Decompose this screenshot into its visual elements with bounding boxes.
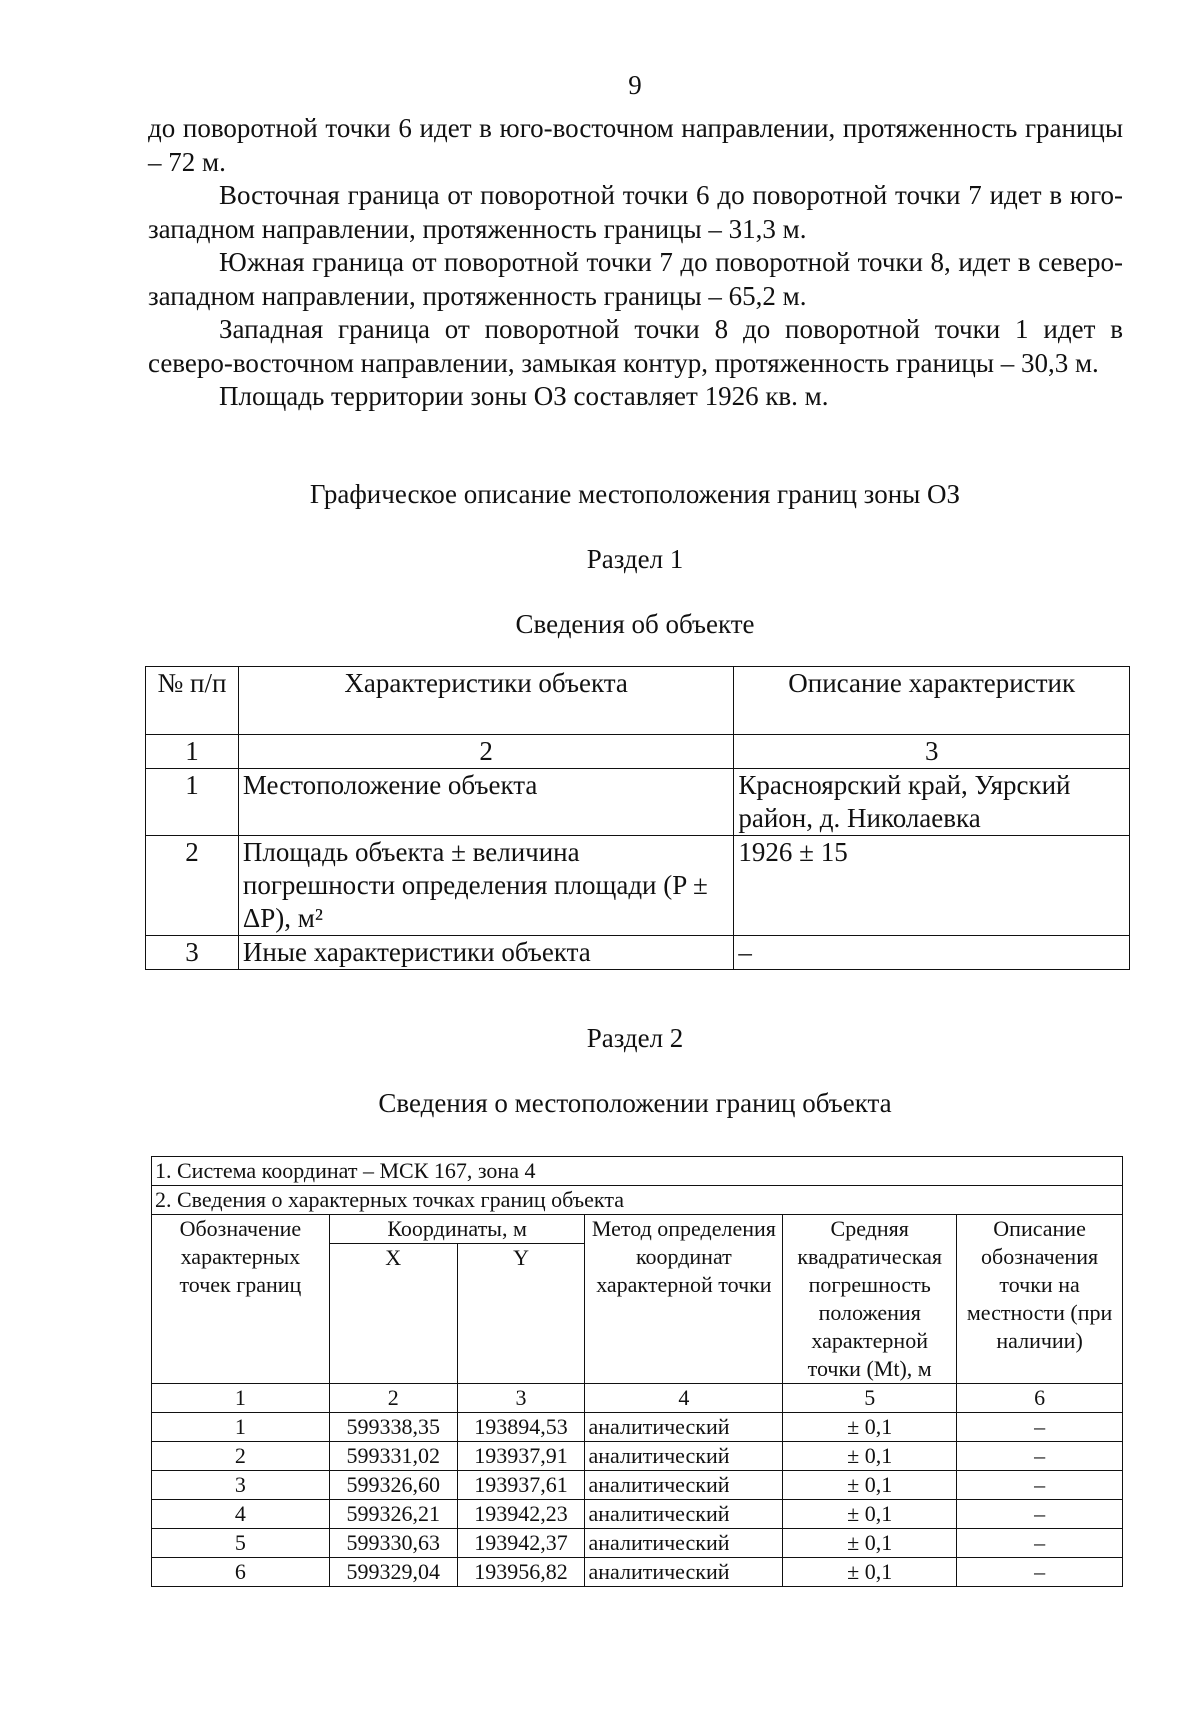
column-number: 1 bbox=[152, 1384, 330, 1413]
table-row bbox=[152, 1471, 1123, 1500]
point-description: – bbox=[957, 1500, 1123, 1529]
error: ± 0,1 bbox=[783, 1529, 957, 1558]
paragraph: Восточная граница от поворотной точки 6 до поворотной точки 7 идет в юго-западном направлении, протяженность границы – 31,3 м. bbox=[148, 180, 1123, 244]
paragraph: Западная граница от поворотной точки 8 до поворотной точки 1 идет в северо-восточном направлении, замыкая контур, протяженность границы – 30,3 м. bbox=[148, 314, 1123, 378]
graphic-description-title: Графическое описание местоположения границ зоны ОЗ bbox=[309, 479, 961, 509]
point-description: – bbox=[957, 1558, 1123, 1587]
x-coordinate: 599331,02 bbox=[329, 1442, 457, 1471]
row-description: 1926 ± 15 bbox=[734, 836, 1130, 936]
point-id: 6 bbox=[152, 1558, 330, 1587]
header-method: Метод определения координат характерной точки bbox=[585, 1215, 783, 1384]
column-number: 5 bbox=[783, 1384, 957, 1413]
y-coordinate: 193942,37 bbox=[457, 1529, 585, 1558]
y-coordinate: 193894,53 bbox=[457, 1413, 585, 1442]
x-coordinate: 599326,60 bbox=[329, 1471, 457, 1500]
row-characteristic: Площадь объекта ± величина погрешности определения площади (P ± ΔP), м² bbox=[238, 836, 733, 936]
column-number: 6 bbox=[957, 1384, 1123, 1413]
table-row bbox=[152, 1413, 1123, 1442]
header-point-description: Описание обозначения точки на местности (при наличии) bbox=[957, 1215, 1123, 1384]
header-number: № п/п bbox=[146, 667, 239, 735]
point-id: 4 bbox=[152, 1500, 330, 1529]
header-x: X bbox=[329, 1244, 457, 1384]
column-number: 1 bbox=[146, 735, 239, 769]
header-coordinates: Координаты, м bbox=[329, 1215, 585, 1244]
table-row bbox=[152, 1500, 1123, 1529]
section2-title: Раздел 2 bbox=[586, 1023, 684, 1053]
point-id: 1 bbox=[152, 1413, 330, 1442]
y-coordinate: 193956,82 bbox=[457, 1558, 585, 1587]
header-error: Средняя квадратическая погрешность положения характерной точки (Mt), м bbox=[783, 1215, 957, 1384]
method: аналитический bbox=[585, 1558, 783, 1587]
method: аналитический bbox=[585, 1442, 783, 1471]
table-row bbox=[146, 836, 1130, 936]
row-number: 1 bbox=[146, 769, 239, 836]
point-description: – bbox=[957, 1413, 1123, 1442]
point-description: – bbox=[957, 1442, 1123, 1471]
point-description: – bbox=[957, 1471, 1123, 1500]
method: аналитический bbox=[585, 1471, 783, 1500]
row-description: – bbox=[734, 936, 1130, 970]
x-coordinate: 599326,21 bbox=[329, 1500, 457, 1529]
object-info-table bbox=[145, 666, 1130, 970]
error: ± 0,1 bbox=[783, 1413, 957, 1442]
section1-title: Раздел 1 bbox=[586, 544, 684, 574]
table-row bbox=[146, 769, 1130, 836]
table-row bbox=[152, 1442, 1123, 1471]
table-row bbox=[146, 936, 1130, 970]
error: ± 0,1 bbox=[783, 1558, 957, 1587]
x-coordinate: 599338,35 bbox=[329, 1413, 457, 1442]
section2-subtitle: Сведения о местоположении границ объекта bbox=[378, 1088, 892, 1118]
table-row bbox=[152, 1529, 1123, 1558]
header-y: Y bbox=[457, 1244, 585, 1384]
x-coordinate: 599330,63 bbox=[329, 1529, 457, 1558]
point-id: 3 bbox=[152, 1471, 330, 1500]
table-row bbox=[152, 1558, 1123, 1587]
y-coordinate: 193937,61 bbox=[457, 1471, 585, 1500]
boundary-points-table bbox=[151, 1156, 1123, 1587]
point-description: – bbox=[957, 1529, 1123, 1558]
column-number: 3 bbox=[734, 735, 1130, 769]
section1-subtitle: Сведения об объекте bbox=[515, 609, 755, 639]
column-number: 4 bbox=[585, 1384, 783, 1413]
x-coordinate: 599329,04 bbox=[329, 1558, 457, 1587]
point-id: 5 bbox=[152, 1529, 330, 1558]
method: аналитический bbox=[585, 1500, 783, 1529]
error: ± 0,1 bbox=[783, 1442, 957, 1471]
header-characteristics: Характеристики объекта bbox=[238, 667, 733, 735]
paragraph: до поворотной точки 6 идет в юго-восточном направлении, протяженность границы – 72 м. bbox=[148, 113, 1123, 177]
point-id: 2 bbox=[152, 1442, 330, 1471]
row-description: Красноярский край, Уярский район, д. Николаевка bbox=[734, 769, 1130, 836]
paragraph: Южная граница от поворотной точки 7 до поворотной точки 8, идет в северо-западном направлении, протяженность границы – 65,2 м. bbox=[148, 247, 1123, 311]
error: ± 0,1 bbox=[783, 1500, 957, 1529]
header-designation: Обозначение характерных точек границ bbox=[152, 1215, 330, 1384]
row-characteristic: Местоположение объекта bbox=[238, 769, 733, 836]
body-text bbox=[148, 112, 1123, 414]
y-coordinate: 193937,91 bbox=[457, 1442, 585, 1471]
error: ± 0,1 bbox=[783, 1471, 957, 1500]
header-description: Описание характеристик bbox=[734, 667, 1130, 735]
y-coordinate: 193942,23 bbox=[457, 1500, 585, 1529]
row-number: 2 bbox=[146, 836, 239, 936]
coordinate-system: 1. Система координат – МСК 167, зона 4 bbox=[152, 1157, 1123, 1186]
method: аналитический bbox=[585, 1413, 783, 1442]
row-number: 3 bbox=[146, 936, 239, 970]
method: аналитический bbox=[585, 1529, 783, 1558]
column-number: 3 bbox=[457, 1384, 585, 1413]
paragraph: Площадь территории зоны ОЗ составляет 1926 кв. м. bbox=[219, 381, 829, 411]
column-number: 2 bbox=[329, 1384, 457, 1413]
row-characteristic: Иные характеристики объекта bbox=[238, 936, 733, 970]
column-number: 2 bbox=[238, 735, 733, 769]
points-caption: 2. Сведения о характерных точках границ объекта bbox=[152, 1186, 1123, 1215]
page-number: 9 bbox=[628, 70, 642, 100]
